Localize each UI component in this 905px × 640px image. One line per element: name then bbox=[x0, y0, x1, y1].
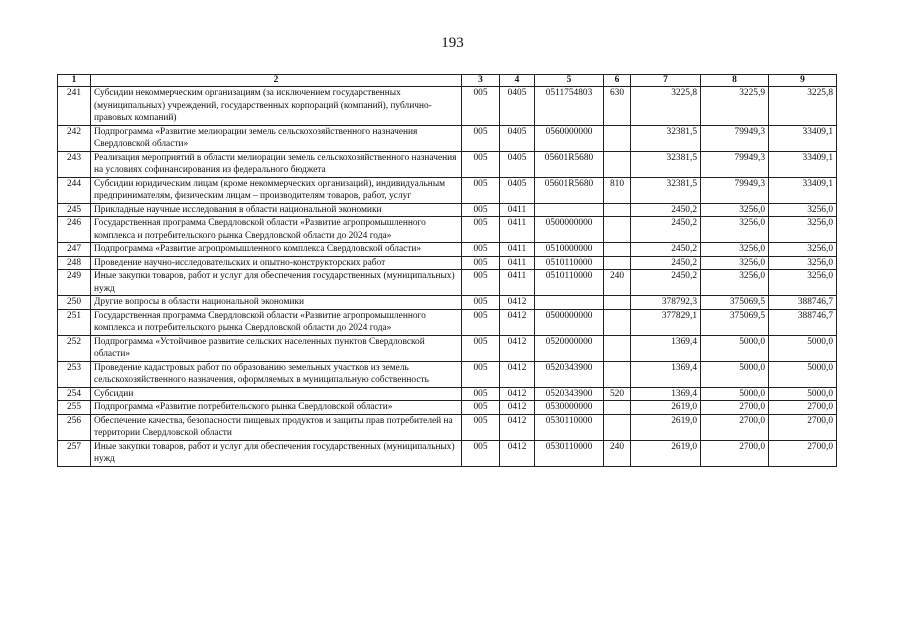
table-row bbox=[58, 243, 837, 257]
section-code: 0411 bbox=[500, 270, 535, 296]
row-name: Иные закупки товаров, работ и услуг для обеспечения государственных (муниципальных) нужд bbox=[91, 270, 462, 296]
section-code: 0412 bbox=[500, 335, 535, 361]
row-number: 242 bbox=[58, 125, 91, 151]
target-article-code bbox=[535, 203, 604, 217]
amount-col-8: 375069,5 bbox=[701, 296, 769, 310]
amount-col-9: 33409,1 bbox=[769, 177, 837, 203]
amount-col-9: 33409,1 bbox=[769, 151, 837, 177]
header-cell: 2 bbox=[91, 75, 462, 87]
row-number: 243 bbox=[58, 151, 91, 177]
amount-col-7: 2450,2 bbox=[631, 256, 701, 270]
amount-col-9: 3256,0 bbox=[769, 217, 837, 243]
amount-col-9: 33409,1 bbox=[769, 125, 837, 151]
header-cell: 7 bbox=[631, 75, 701, 87]
expense-type-code bbox=[604, 414, 631, 440]
row-number: 255 bbox=[58, 401, 91, 415]
amount-col-8: 2700,0 bbox=[701, 414, 769, 440]
section-code: 0411 bbox=[500, 217, 535, 243]
amount-col-8: 3256,0 bbox=[701, 203, 769, 217]
row-name: Субсидии bbox=[91, 387, 462, 401]
target-article-code: 0530110000 bbox=[535, 414, 604, 440]
target-article-code: 0510000000 bbox=[535, 243, 604, 257]
table-row bbox=[58, 401, 837, 415]
table-row bbox=[58, 217, 837, 243]
amount-col-9: 3256,0 bbox=[769, 270, 837, 296]
amount-col-7: 3225,8 bbox=[631, 87, 701, 126]
header-cell: 5 bbox=[535, 75, 604, 87]
amount-col-9: 3225,8 bbox=[769, 87, 837, 126]
target-article-code: 05601R5680 bbox=[535, 177, 604, 203]
expense-type-code bbox=[604, 243, 631, 257]
row-number: 251 bbox=[58, 309, 91, 335]
expense-type-code bbox=[604, 125, 631, 151]
ministry-code: 005 bbox=[462, 87, 500, 126]
amount-col-7: 2450,2 bbox=[631, 270, 701, 296]
section-code: 0405 bbox=[500, 151, 535, 177]
row-number: 247 bbox=[58, 243, 91, 257]
amount-col-8: 3225,9 bbox=[701, 87, 769, 126]
header-row bbox=[58, 75, 837, 87]
ministry-code: 005 bbox=[462, 125, 500, 151]
row-name: Проведение кадастровых работ по образованию земельных участков из земель сельскохозяйственного назначения, оформляемых в муниципальную собственность bbox=[91, 361, 462, 387]
table-row bbox=[58, 309, 837, 335]
table-row bbox=[58, 177, 837, 203]
section-code: 0411 bbox=[500, 256, 535, 270]
row-number: 250 bbox=[58, 296, 91, 310]
amount-col-7: 2619,0 bbox=[631, 440, 701, 466]
amount-col-7: 2450,2 bbox=[631, 243, 701, 257]
target-article-code: 0500000000 bbox=[535, 309, 604, 335]
amount-col-7: 377829,1 bbox=[631, 309, 701, 335]
amount-col-7: 1369,4 bbox=[631, 387, 701, 401]
amount-col-8: 3256,0 bbox=[701, 217, 769, 243]
header-cell: 3 bbox=[462, 75, 500, 87]
amount-col-9: 5000,0 bbox=[769, 387, 837, 401]
ministry-code: 005 bbox=[462, 335, 500, 361]
amount-col-7: 1369,4 bbox=[631, 361, 701, 387]
header-cell: 4 bbox=[500, 75, 535, 87]
amount-col-9: 5000,0 bbox=[769, 361, 837, 387]
section-code: 0405 bbox=[500, 87, 535, 126]
section-code: 0411 bbox=[500, 203, 535, 217]
table-row bbox=[58, 87, 837, 126]
section-code: 0412 bbox=[500, 440, 535, 466]
target-article-code: 0520343900 bbox=[535, 387, 604, 401]
table-row bbox=[58, 335, 837, 361]
ministry-code: 005 bbox=[462, 270, 500, 296]
header-cell: 1 bbox=[58, 75, 91, 87]
expense-type-code bbox=[604, 151, 631, 177]
section-code: 0412 bbox=[500, 361, 535, 387]
row-number: 249 bbox=[58, 270, 91, 296]
row-number: 246 bbox=[58, 217, 91, 243]
amount-col-9: 2700,0 bbox=[769, 440, 837, 466]
budget-table bbox=[57, 74, 837, 467]
expense-type-code: 810 bbox=[604, 177, 631, 203]
ministry-code: 005 bbox=[462, 177, 500, 203]
expense-type-code: 240 bbox=[604, 440, 631, 466]
amount-col-9: 388746,7 bbox=[769, 309, 837, 335]
ministry-code: 005 bbox=[462, 296, 500, 310]
expense-type-code bbox=[604, 309, 631, 335]
expense-type-code bbox=[604, 256, 631, 270]
ministry-code: 005 bbox=[462, 151, 500, 177]
row-name: Обеспечение качества, безопасности пищевых продуктов и защиты прав потребителей на территории Свердловской области bbox=[91, 414, 462, 440]
table-row bbox=[58, 125, 837, 151]
amount-col-7: 2450,2 bbox=[631, 217, 701, 243]
row-number: 245 bbox=[58, 203, 91, 217]
expense-type-code: 240 bbox=[604, 270, 631, 296]
expense-type-code bbox=[604, 335, 631, 361]
table-row bbox=[58, 361, 837, 387]
expense-type-code bbox=[604, 296, 631, 310]
amount-col-9: 5000,0 bbox=[769, 335, 837, 361]
row-name: Прикладные научные исследования в области национальной экономики bbox=[91, 203, 462, 217]
amount-col-9: 2700,0 bbox=[769, 414, 837, 440]
expense-type-code: 630 bbox=[604, 87, 631, 126]
target-article-code: 0520000000 bbox=[535, 335, 604, 361]
table-row bbox=[58, 270, 837, 296]
section-code: 0412 bbox=[500, 296, 535, 310]
section-code: 0405 bbox=[500, 125, 535, 151]
ministry-code: 005 bbox=[462, 217, 500, 243]
row-name: Другие вопросы в области национальной экономики bbox=[91, 296, 462, 310]
row-name: Государственная программа Свердловской области «Развитие агропромышленного комплекса и потребительского рынка Свердловской области до 2024 года» bbox=[91, 217, 462, 243]
section-code: 0405 bbox=[500, 177, 535, 203]
target-article-code bbox=[535, 296, 604, 310]
section-code: 0412 bbox=[500, 309, 535, 335]
row-name: Проведение научно-исследовательских и опытно-конструкторских работ bbox=[91, 256, 462, 270]
target-article-code: 0510110000 bbox=[535, 256, 604, 270]
row-number: 253 bbox=[58, 361, 91, 387]
amount-col-9: 3256,0 bbox=[769, 243, 837, 257]
section-code: 0412 bbox=[500, 387, 535, 401]
row-number: 254 bbox=[58, 387, 91, 401]
row-number: 248 bbox=[58, 256, 91, 270]
amount-col-7: 378792,3 bbox=[631, 296, 701, 310]
section-code: 0412 bbox=[500, 414, 535, 440]
amount-col-8: 5000,0 bbox=[701, 335, 769, 361]
row-name: Государственная программа Свердловской области «Развитие агропромышленного комплекса и потребительского рынка Свердловской области до 2024 года» bbox=[91, 309, 462, 335]
table-row bbox=[58, 256, 837, 270]
ministry-code: 005 bbox=[462, 361, 500, 387]
row-number: 257 bbox=[58, 440, 91, 466]
amount-col-8: 5000,0 bbox=[701, 361, 769, 387]
amount-col-8: 79949,3 bbox=[701, 125, 769, 151]
ministry-code: 005 bbox=[462, 243, 500, 257]
amount-col-8: 79949,3 bbox=[701, 177, 769, 203]
row-number: 252 bbox=[58, 335, 91, 361]
expense-type-code bbox=[604, 203, 631, 217]
expense-type-code bbox=[604, 217, 631, 243]
amount-col-7: 32381,5 bbox=[631, 125, 701, 151]
amount-col-8: 5000,0 bbox=[701, 387, 769, 401]
target-article-code: 0511754803 bbox=[535, 87, 604, 126]
table-row bbox=[58, 203, 837, 217]
target-article-code: 0530110000 bbox=[535, 440, 604, 466]
amount-col-9: 3256,0 bbox=[769, 256, 837, 270]
ministry-code: 005 bbox=[462, 414, 500, 440]
page-number: 193 bbox=[441, 35, 464, 51]
ministry-code: 005 bbox=[462, 401, 500, 415]
target-article-code: 0500000000 bbox=[535, 217, 604, 243]
ministry-code: 005 bbox=[462, 309, 500, 335]
amount-col-7: 1369,4 bbox=[631, 335, 701, 361]
row-name: Реализация мероприятий в области мелиорации земель сельскохозяйственного назначения на условиях софинансирования из федерального бюджета bbox=[91, 151, 462, 177]
section-code: 0412 bbox=[500, 401, 535, 415]
amount-col-7: 32381,5 bbox=[631, 151, 701, 177]
table-row bbox=[58, 414, 837, 440]
header-cell: 6 bbox=[604, 75, 631, 87]
row-name: Иные закупки товаров, работ и услуг для обеспечения государственных (муниципальных) нужд bbox=[91, 440, 462, 466]
amount-col-7: 2619,0 bbox=[631, 401, 701, 415]
expense-type-code: 520 bbox=[604, 387, 631, 401]
table-row bbox=[58, 151, 837, 177]
amount-col-8: 3256,0 bbox=[701, 270, 769, 296]
expense-type-code bbox=[604, 361, 631, 387]
amount-col-8: 3256,0 bbox=[701, 256, 769, 270]
amount-col-8: 79949,3 bbox=[701, 151, 769, 177]
amount-col-9: 388746,7 bbox=[769, 296, 837, 310]
amount-col-8: 2700,0 bbox=[701, 440, 769, 466]
row-name: Подпрограмма «Развитие мелиорации земель сельскохозяйственного назначения Свердловской области» bbox=[91, 125, 462, 151]
ministry-code: 005 bbox=[462, 387, 500, 401]
table-row bbox=[58, 440, 837, 466]
amount-col-8: 2700,0 bbox=[701, 401, 769, 415]
row-name: Субсидии юридическим лицам (кроме некоммерческих организаций), индивидуальным предпринимателям, физическим лицам – производителям товаров, работ, услуг bbox=[91, 177, 462, 203]
row-number: 241 bbox=[58, 87, 91, 126]
target-article-code: 05601R5680 bbox=[535, 151, 604, 177]
amount-col-7: 32381,5 bbox=[631, 177, 701, 203]
header-cell: 9 bbox=[769, 75, 837, 87]
row-number: 244 bbox=[58, 177, 91, 203]
table-row bbox=[58, 387, 837, 401]
amount-col-9: 3256,0 bbox=[769, 203, 837, 217]
target-article-code: 0560000000 bbox=[535, 125, 604, 151]
amount-col-7: 2619,0 bbox=[631, 414, 701, 440]
target-article-code: 0520343900 bbox=[535, 361, 604, 387]
table-row bbox=[58, 296, 837, 310]
amount-col-9: 2700,0 bbox=[769, 401, 837, 415]
ministry-code: 005 bbox=[462, 203, 500, 217]
row-name: Субсидии некоммерческим организациям (за исключением государственных (муниципальных) учреждений, государственных корпораций (компаний), публично-правовых компаний) bbox=[91, 87, 462, 126]
section-code: 0411 bbox=[500, 243, 535, 257]
row-name: Подпрограмма «Развитие агропромышленного комплекса Свердловской области» bbox=[91, 243, 462, 257]
target-article-code: 0510110000 bbox=[535, 270, 604, 296]
amount-col-8: 3256,0 bbox=[701, 243, 769, 257]
amount-col-7: 2450,2 bbox=[631, 203, 701, 217]
expense-type-code bbox=[604, 401, 631, 415]
ministry-code: 005 bbox=[462, 440, 500, 466]
row-name: Подпрограмма «Устойчивое развитие сельских населенных пунктов Свердловской области» bbox=[91, 335, 462, 361]
amount-col-8: 375069,5 bbox=[701, 309, 769, 335]
header-cell: 8 bbox=[701, 75, 769, 87]
row-name: Подпрограмма «Развитие потребительского рынка Свердловской области» bbox=[91, 401, 462, 415]
ministry-code: 005 bbox=[462, 256, 500, 270]
row-number: 256 bbox=[58, 414, 91, 440]
target-article-code: 0530000000 bbox=[535, 401, 604, 415]
